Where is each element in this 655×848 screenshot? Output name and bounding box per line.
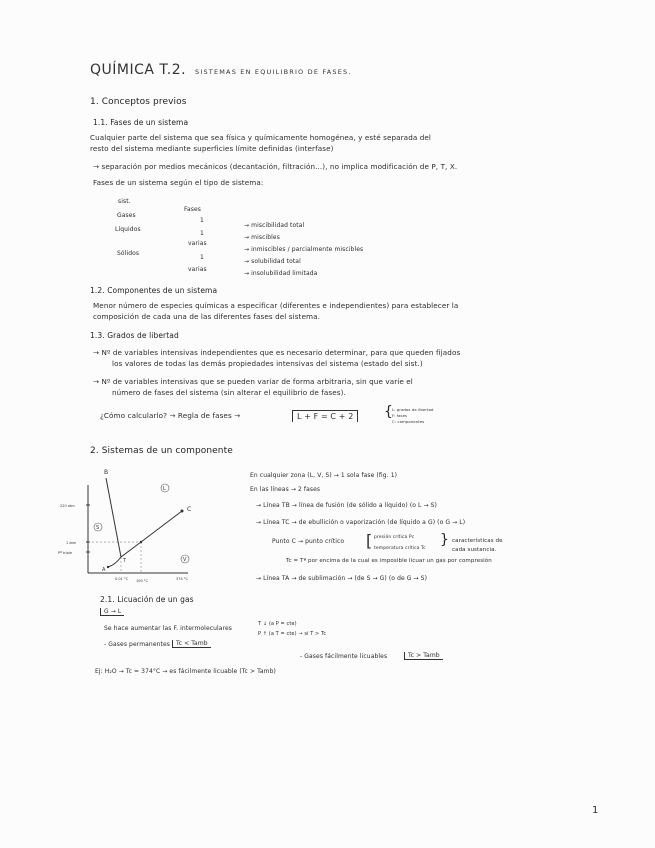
section-heading: 1. Conceptos previos: [90, 97, 187, 107]
x-tick: 100 °C: [136, 579, 148, 583]
table-cell: Gases: [117, 212, 136, 219]
table-cell: → miscibilidad total: [244, 222, 305, 229]
subsection-heading: 1.3. Grados de libertad: [90, 331, 179, 340]
table-header-fases: Fases: [184, 206, 202, 213]
phase-diagram: [58, 465, 248, 590]
y-tick: 1 atm: [66, 541, 77, 545]
text-line: Cualquier parte del sistema que sea física y químicamente homogénea, y esté separada del: [90, 133, 432, 142]
point-c-label: C: [187, 506, 192, 513]
point-t-label: T: [123, 558, 127, 564]
legend-item: L: grados de libertad: [392, 407, 434, 412]
note-line: En cualquier zona (L, V, S) → 1 sola fase (fig. 1): [250, 472, 398, 479]
permanent-gases-box: Tc < Tamb: [172, 640, 211, 648]
text-line: - Gases permanentes: [104, 641, 170, 648]
text-line: los valores de todas las demás propiedades intensivas del sistema (estado del sist.): [112, 359, 423, 368]
subsection-heading: 1.2. Componentes de un sistema: [90, 286, 218, 295]
region-v-label: V: [183, 557, 187, 563]
note-line: → Línea TC → de ebullición o vaporización (de líquido a G) (o G → L): [256, 519, 466, 526]
note-line: características de: [452, 538, 503, 544]
y-tick: 220 atm: [60, 504, 75, 508]
note-line: → Línea TA → de sublimación → (de S → G) (o de G → S): [256, 575, 428, 582]
page-title: QUÍMICA T.2.: [90, 62, 187, 78]
text-line: composición de cada una de las diferentes fases del sistema.: [93, 312, 320, 321]
table-header-sist: sist.: [118, 198, 131, 205]
table-cell: Líquidos: [115, 226, 141, 233]
text-line: P ↑ (a T = cte) → si T > Tc: [258, 631, 327, 637]
note-line: temperatura crítica Tc: [374, 546, 426, 551]
table-cell: varias: [188, 240, 207, 247]
bracket: [: [366, 531, 373, 550]
subsection-heading: 1.1. Fases de un sistema: [93, 118, 189, 127]
page-number: 1: [592, 805, 599, 816]
text-line: Menor número de especies químicas a especificar (diferentes e independientes) para establecer la: [93, 301, 459, 310]
region-l-label: L: [163, 486, 166, 492]
y-tick: Pª triple: [58, 551, 73, 555]
table-cell: Sólidos: [117, 250, 140, 257]
note-line: → Línea TB → línea de fusión (de sólido a líquido) (o L → S): [256, 502, 437, 509]
x-tick: 0.01 °C: [115, 577, 129, 581]
legend-item: F: fases: [392, 413, 408, 418]
text-line: resto del sistema mediante superficies límite definidas (interfase): [90, 144, 334, 153]
example-line: Ej: H₂O → Tc = 374°C → es fácilmente licuable (Tc > Tamb): [95, 668, 276, 675]
legend-item: C: componentes: [392, 419, 425, 424]
note-line: Tc = Tª por encima de la cual es imposible licuar un gas por compresión: [286, 558, 492, 564]
point-a-label: A: [102, 567, 106, 573]
table-cell: → insolubilidad limitada: [244, 270, 318, 277]
text-line: número de fases del sistema (sin alterar el equilibrio de fases).: [112, 388, 346, 397]
x-tick: 374 °C: [176, 577, 188, 581]
text-line: → separación por medios mecánicos (decantación, filtración...), no implica modificación de P, T, X.: [93, 162, 458, 171]
liquefaction-box: G → L: [100, 608, 124, 616]
table-cell: varias: [188, 266, 207, 273]
text-line: → Nº de variables intensivas independientes que es necesario determinar, para que queden fijados: [93, 348, 461, 357]
text-line: - Gases fácilmente licuables: [300, 653, 388, 660]
point-b-label: B: [104, 469, 109, 476]
note-line: presión crítica Pc: [374, 535, 415, 540]
region-s-label: S: [96, 525, 100, 531]
phase-rule-formula: L + F = C + 2: [292, 410, 358, 422]
text-line: T ↓ (a P = cte): [258, 621, 297, 627]
liquefiable-gases-box: Tc > Tamb: [404, 652, 443, 660]
note-line: En las líneas → 2 fases: [250, 486, 321, 493]
subsection-heading: 2.1. Licuación de un gas: [100, 595, 194, 604]
text-line: Se hace aumentar las F. intermoleculares: [104, 625, 233, 632]
brace: }: [440, 532, 450, 548]
page-subtitle: SISTEMAS EN EQUILIBRIO DE FASES.: [195, 68, 352, 76]
brace: {: [384, 404, 394, 420]
text-line: Fases de un sistema según el tipo de sistema:: [93, 178, 264, 187]
note-line: Punto C → punto crítico: [272, 538, 345, 545]
table-cell: → miscibles: [244, 234, 280, 241]
section-heading: 2. Sistemas de un componente: [90, 446, 233, 456]
text-line: → Nº de variables intensivas que se pueden variar de forma arbitraria, sin que varíe el: [93, 377, 413, 386]
table-cell: 1: [200, 217, 204, 224]
note-line: cada sustancia.: [452, 547, 497, 553]
table-cell: 1: [200, 254, 204, 261]
table-cell: → solubilidad total: [244, 258, 301, 265]
table-cell: → inmiscibles / parcialmente miscibles: [244, 246, 364, 253]
table-cell: 1: [200, 230, 204, 237]
question-text: ¿Cómo calcularlo? → Regla de fases →: [100, 411, 241, 420]
